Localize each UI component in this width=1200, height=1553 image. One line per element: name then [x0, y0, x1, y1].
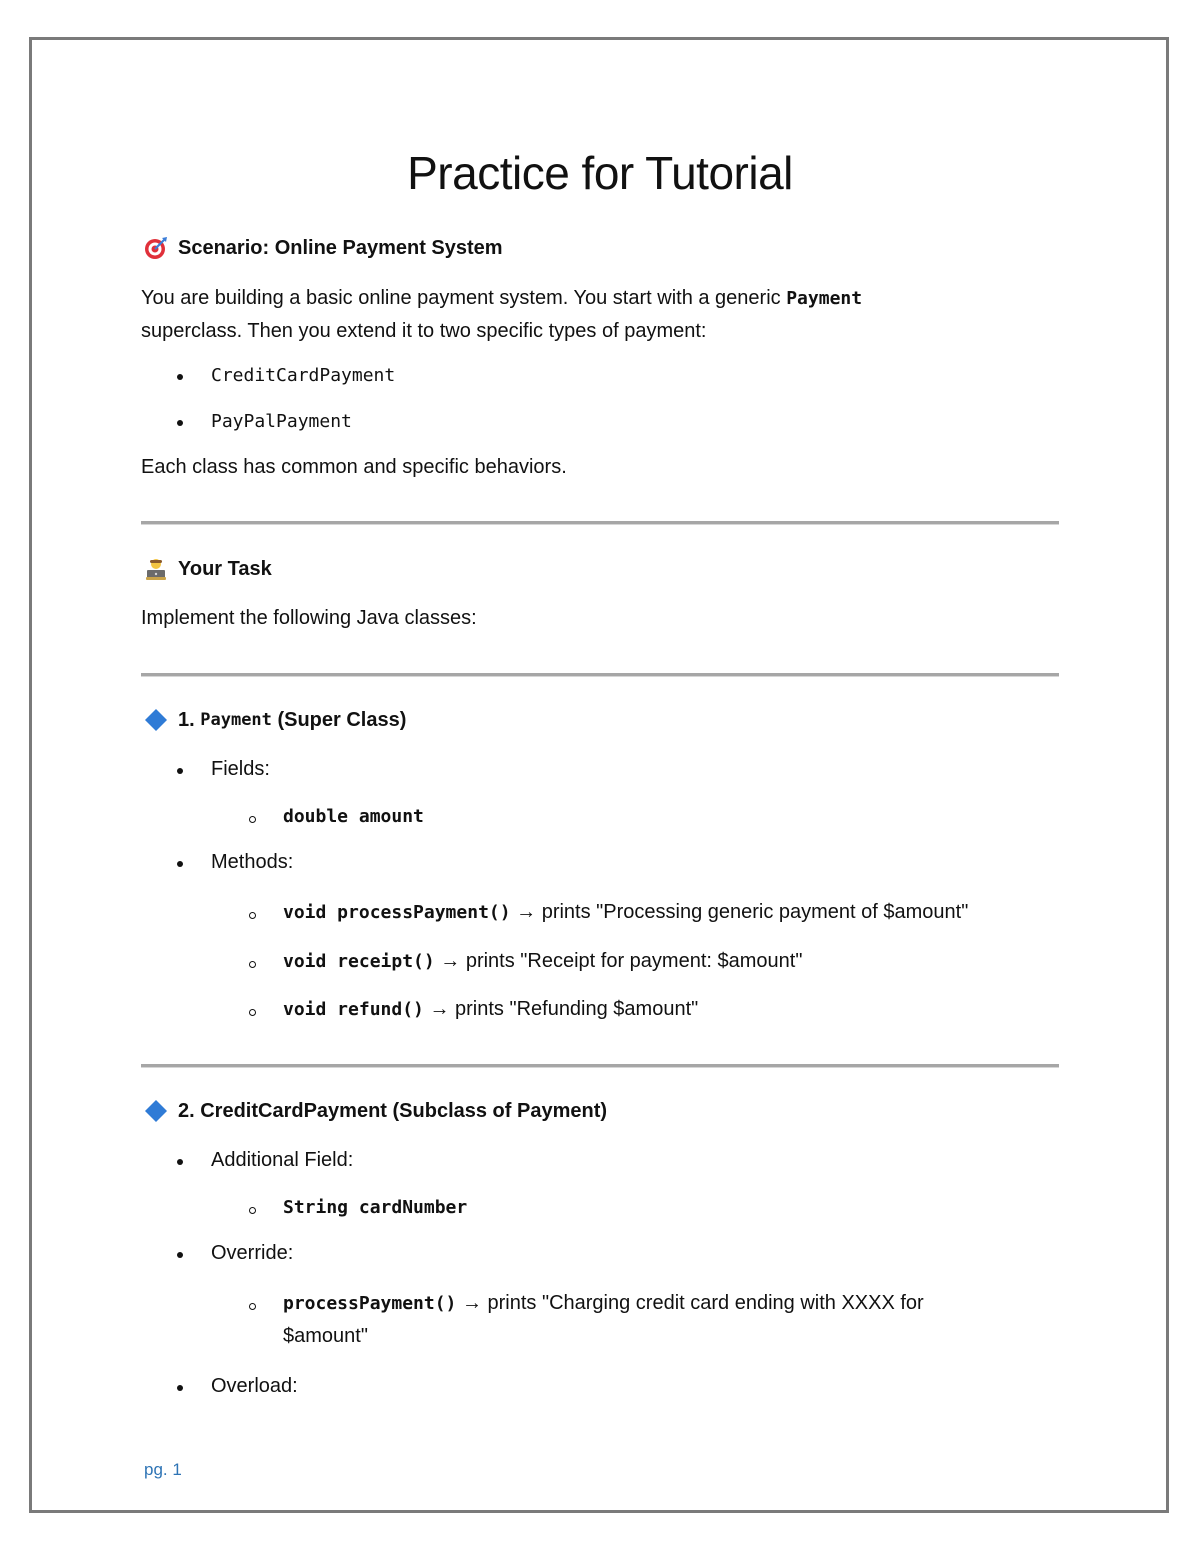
scenario-heading-text: Scenario: Online Payment System — [178, 236, 503, 259]
method-description: → prints "Refunding $amount" — [423, 998, 699, 1020]
task-heading — [144, 557, 272, 581]
method-refund — [283, 998, 698, 1021]
divider — [141, 1064, 1059, 1068]
override-description-continued: $amount" — [283, 1325, 368, 1347]
bullet — [177, 861, 183, 867]
type-credit-card: CreditCardPayment — [211, 365, 396, 386]
scenario-closing: Each class has common and specific behaviors. — [141, 456, 567, 478]
method-description: → prints "Charging credit card ending with XXXX for — [456, 1292, 924, 1314]
task-text: Implement the following Java classes: — [141, 607, 477, 629]
section2-heading — [144, 1099, 607, 1123]
override-label: Override: — [211, 1242, 294, 1264]
target-icon — [144, 236, 168, 260]
divider — [141, 673, 1059, 677]
blue-diamond-icon — [144, 1099, 168, 1123]
bullet — [177, 1252, 183, 1258]
scenario-heading — [144, 236, 503, 260]
field-card-number: String cardNumber — [283, 1197, 468, 1218]
section1-heading — [144, 708, 406, 732]
method-code: void processPayment() — [283, 902, 511, 923]
scenario-intro — [141, 282, 1041, 348]
divider — [141, 521, 1059, 525]
sub-bullet — [249, 1009, 256, 1016]
method-process-payment — [283, 901, 968, 924]
method-description: → prints "Processing generic payment of $amount" — [510, 901, 969, 923]
sub-bullet — [249, 816, 256, 823]
scenario-intro-code: Payment — [786, 288, 863, 309]
method-code: processPayment() — [283, 1293, 457, 1314]
field-amount: double amount — [283, 806, 424, 827]
bullet — [177, 374, 183, 380]
scenario-intro-text-1: You are building a basic online payment system. You start with a generic — [141, 287, 787, 309]
bullet — [177, 768, 183, 774]
page-number: pg. 1 — [144, 1460, 182, 1479]
technologist-icon — [144, 557, 168, 581]
sub-bullet — [249, 1207, 256, 1214]
page-title: Practice for Tutorial — [407, 147, 793, 199]
sub-bullet — [249, 1303, 256, 1310]
bullet — [177, 420, 183, 426]
additional-field-label: Additional Field: — [211, 1149, 354, 1171]
method-code: void refund() — [283, 999, 424, 1020]
override-process-payment — [283, 1292, 924, 1315]
bullet — [177, 1159, 183, 1165]
section1-number: 1. — [178, 708, 201, 731]
sub-bullet — [249, 961, 256, 968]
type-paypal: PayPalPayment — [211, 411, 352, 432]
blue-diamond-icon — [144, 708, 168, 732]
fields-label: Fields: — [211, 758, 270, 780]
section2-heading-text: 2. CreditCardPayment (Subclass of Payment) — [178, 1099, 608, 1122]
method-receipt — [283, 950, 802, 973]
section1-suffix: (Super Class) — [271, 708, 407, 731]
section1-class-code: Payment — [200, 710, 272, 730]
overload-label: Overload: — [211, 1375, 298, 1397]
scenario-intro-text-2: superclass. Then you extend it to two specific types of payment: — [141, 320, 707, 342]
method-description: → prints "Receipt for payment: $amount" — [434, 950, 803, 972]
method-code: void receipt() — [283, 951, 435, 972]
bullet — [177, 1385, 183, 1391]
task-heading-text: Your Task — [178, 557, 272, 580]
sub-bullet — [249, 912, 256, 919]
methods-label: Methods: — [211, 851, 294, 873]
